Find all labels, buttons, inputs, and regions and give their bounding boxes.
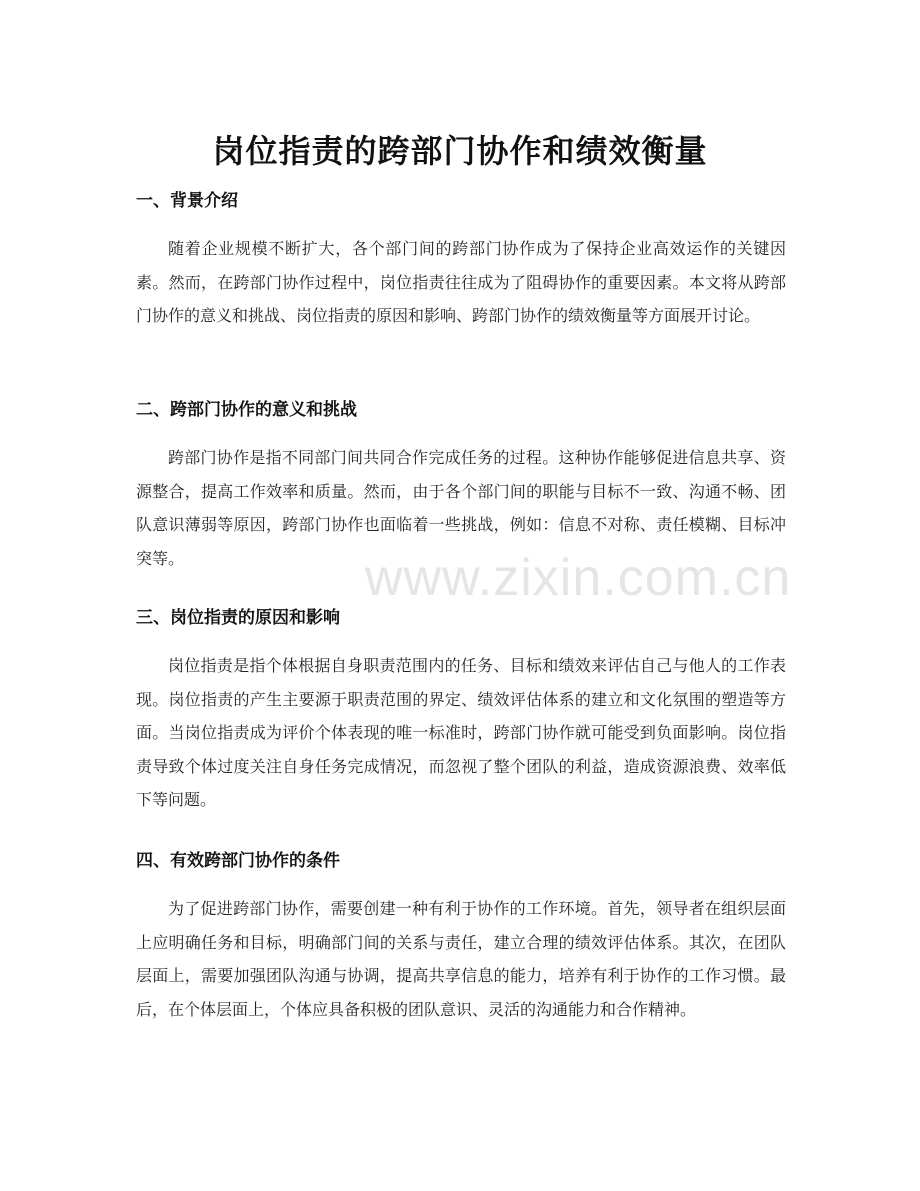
section-paragraph: 随着企业规模不断扩大，各个部门间的跨部门协作成为了保持企业高效运作的关键因素。然而，在跨部门协作过程中，岗位指责往往成为了阻碍协作的重要因素。本文将从跨部门协作的意义和挑战、岗位指责的原因和影响、跨部门协作的绩效衡量等方面展开讨论。 bbox=[136, 239, 786, 325]
section-background bbox=[136, 188, 786, 333]
section-paragraph: 为了促进跨部门协作，需要创建一种有利于协作的工作环境。首先，领导者在组织层面上应明确任务和目标，明确部门间的关系与责任，建立合理的绩效评估体系。其次，在团队层面上，需要加强团队沟通与协调，提高共享信息的能力，培养有利于协作的工作习惯。最后，在个体层面上，个体应具备积极的团队意识、灵活的沟通能力和合作精神。 bbox=[136, 899, 786, 1019]
section-meaning-challenges bbox=[136, 397, 786, 575]
section-heading: 四、有效跨部门协作的条件 bbox=[136, 851, 340, 871]
section-conditions bbox=[136, 848, 786, 1026]
section-causes-effects bbox=[136, 605, 786, 817]
section-paragraph: 跨部门协作是指不同部门间共同合作完成任务的过程。这种协作能够促进信息共享、资源整合，提高工作效率和质量。然而，由于各个部门间的职能与目标不一致、沟通不畅、团队意识薄弱等原因，跨部门协作也面临着一些挑战，例如：信息不对称、责任模糊、目标冲突等。 bbox=[136, 448, 786, 568]
section-paragraph: 岗位指责是指个体根据自身职责范围内的任务、目标和绩效来评估自己与他人的工作表现。岗位指责的产生主要源于职责范围的界定、绩效评估体系的建立和文化氛围的塑造等方面。当岗位指责成为评价个体表现的唯一标准时，跨部门协作就可能受到负面影响。岗位指责导致个体过度关注自身任务完成情况，而忽视了整个团队的利益，造成资源浪费、效率低下等问题。 bbox=[136, 656, 786, 809]
section-heading: 一、背景介绍 bbox=[136, 191, 238, 211]
section-heading: 三、岗位指责的原因和影响 bbox=[136, 608, 340, 628]
watermark: www.zixin.com.cn bbox=[365, 549, 792, 607]
document-title: 岗位指责的跨部门协作和绩效衡量 bbox=[212, 132, 708, 171]
section-heading: 二、跨部门协作的意义和挑战 bbox=[136, 400, 357, 420]
